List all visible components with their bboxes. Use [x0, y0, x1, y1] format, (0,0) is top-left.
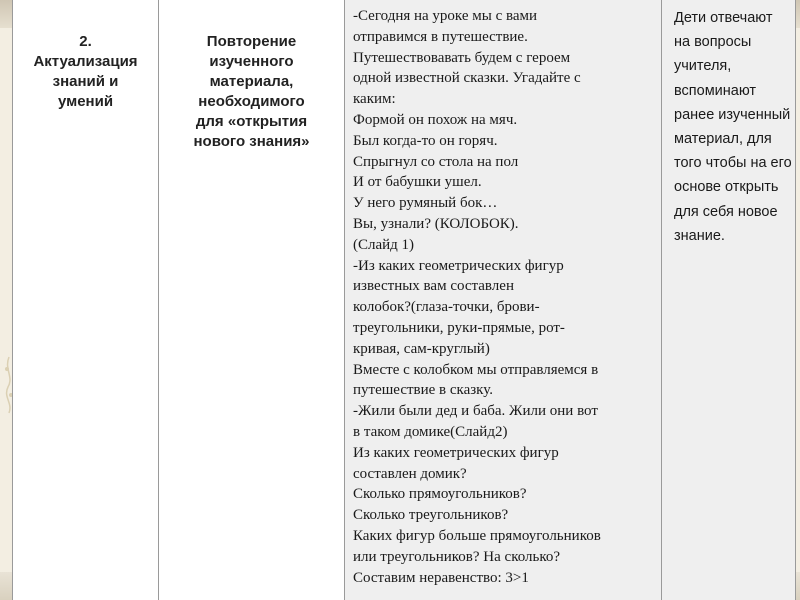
teacher-line: каким: [353, 91, 396, 108]
teacher-line: Был когда-то он горяч. [353, 132, 498, 149]
goal-cell [159, 0, 345, 600]
teacher-line: Каких фигур больше прямоугольников [353, 527, 601, 544]
stage-line: умений [57, 93, 114, 110]
teacher-line: Из каких геометрических фигур [353, 444, 559, 461]
students-line: Дети отвечают [674, 10, 773, 26]
goal-line: необходимого [198, 93, 305, 110]
teacher-line: Спрыгнул со стола на пол [353, 153, 519, 170]
students-line: вспоминают [674, 82, 757, 99]
teacher-line: или треугольников? На сколько? [353, 548, 561, 565]
teacher-line: (Слайд 1) [353, 236, 415, 253]
goal-line: Повторение [206, 33, 297, 50]
teacher-line: в таком домике(Слайд2) [353, 423, 508, 440]
students-line: ранее изученный [674, 106, 791, 123]
teacher-line: И от бабушки ушел. [353, 174, 482, 191]
goal-line: для «открытия [195, 113, 308, 130]
teacher-line: Составим неравенство: 3>1 [353, 569, 529, 586]
stage-cell [13, 0, 159, 600]
teacher-line: кривая, сам-круглый) [353, 340, 490, 357]
teacher-line: Путешествовавать будем с героем [353, 49, 571, 66]
teacher-line: составлен домик? [353, 465, 467, 482]
teacher-line: Вместе с колобком мы отправляемся в [353, 361, 599, 378]
teacher-line: треугольники, руки-прямые, рот- [353, 319, 565, 336]
goal-line: изученного [209, 53, 294, 70]
goal-line: нового знания» [193, 133, 310, 150]
teacher-line: одной известной сказки. Угадайте с [353, 70, 581, 87]
teacher-line: путешествие в сказку. [353, 382, 494, 399]
teacher-line: -Жили были дед и баба. Жили они вот [353, 403, 598, 420]
teacher-line: У него румяный бок… [353, 195, 498, 212]
goal-line: материала, [209, 73, 294, 90]
students-line: для себя новое [674, 203, 778, 220]
teacher-line: Вы, узнали? (КОЛОБОК). [353, 215, 519, 232]
students-line: знание. [674, 227, 725, 244]
students-line: учителя, [674, 58, 732, 75]
students-line: основе открыть [674, 179, 779, 196]
teacher-activity-cell [345, 0, 662, 600]
stage-line: Актуализация [33, 53, 138, 70]
students-line: на вопросы [674, 34, 752, 51]
lesson-plan-table [12, 0, 796, 600]
students-activity-cell [662, 0, 795, 600]
teacher-line: -Сегодня на уроке мы с вами [353, 8, 538, 24]
teacher-line: известных вам составлен [353, 278, 514, 295]
teacher-line: -Из каких геометрических фигур [353, 257, 564, 274]
students-line: того чтобы на его [674, 155, 792, 172]
teacher-line: Сколько треугольников? [353, 507, 509, 524]
students-line: материал, для [674, 131, 772, 148]
teacher-line: отправимся в путешествие. [353, 28, 528, 45]
teacher-line: Сколько прямоугольников? [353, 486, 527, 503]
stage-line: знаний и [52, 73, 119, 90]
teacher-line: колобок?(глаза-точки, брови- [353, 299, 540, 316]
stage-line: 2. [79, 33, 92, 50]
teacher-line: Формой он похож на мяч. [353, 111, 518, 128]
